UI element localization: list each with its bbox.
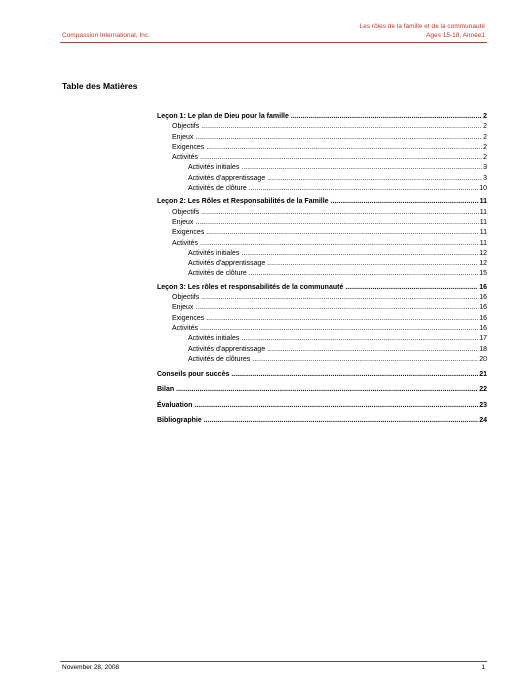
toc-entry[interactable] (157, 208, 487, 218)
toc-entry-page: 18 (479, 345, 487, 353)
toc-entry[interactable] (157, 283, 487, 293)
toc-entry-page: 15 (479, 270, 487, 278)
toc-entry[interactable] (157, 334, 487, 344)
toc-dot-leader (331, 197, 479, 207)
toc-dot-leader (206, 228, 478, 238)
toc-entry-label: Objectifs (172, 123, 200, 131)
toc-entry-label: Enjeux (172, 218, 194, 226)
header-document-title-block (360, 22, 485, 40)
toc-entry-page: 24 (479, 417, 487, 425)
toc-entry-page: 3 (483, 174, 487, 182)
toc-dot-leader (241, 334, 478, 344)
toc-entry-page: 16 (479, 314, 487, 322)
toc-entry-label: Activités de clôture (188, 270, 247, 278)
toc-dot-leader (194, 401, 478, 411)
toc-entry-page: 11 (479, 229, 487, 237)
toc-entry-label: Bilan (157, 386, 175, 394)
toc-entry-page: 12 (479, 260, 487, 268)
toc-dot-leader (267, 259, 478, 269)
toc-entry-page: 20 (479, 355, 487, 363)
toc-dot-leader (206, 314, 478, 324)
toc-entry[interactable] (157, 370, 487, 380)
toc-dot-leader (267, 174, 482, 184)
toc-entry-page: 11 (479, 198, 487, 206)
toc-entry-label: Exigences (172, 143, 205, 151)
toc-entry-page: 11 (479, 239, 487, 247)
toc-dot-leader (176, 385, 478, 395)
footer-page-number: 1 (481, 664, 485, 671)
toc-entry[interactable] (157, 401, 487, 411)
toc-entry[interactable] (157, 112, 487, 122)
toc-dot-leader (195, 218, 478, 228)
toc-entry-page: 16 (479, 283, 487, 291)
toc-entry[interactable] (157, 303, 487, 313)
toc-entry-page: 17 (479, 335, 487, 343)
toc-entry-page: 11 (479, 208, 487, 216)
toc-entry-label: Activités initiales (188, 249, 240, 257)
toc-dot-leader (201, 208, 478, 218)
toc-dot-leader (206, 143, 482, 153)
toc-dot-leader (267, 345, 478, 355)
toc-entry[interactable] (157, 133, 487, 143)
header-age-group: Ages 15-18, Année1 (426, 32, 485, 39)
toc-entry[interactable] (157, 218, 487, 228)
toc-entry-page: 11 (479, 218, 487, 226)
toc-entry-page: 2 (483, 133, 487, 141)
toc-entry-page: 22 (479, 386, 487, 394)
toc-entry-label: Activités (172, 154, 199, 162)
toc-entry-page: 3 (483, 164, 487, 172)
toc-dot-leader (200, 153, 482, 163)
toc-entry-label: Activités de clôtures (188, 355, 251, 363)
toc-entry-label: Leçon 2: Les Rôles et Responsabilités de la Famille (157, 198, 329, 206)
toc-entry[interactable] (157, 314, 487, 324)
toc-entry-label: Activités (172, 239, 199, 247)
toc-entry-label: Activités d'apprentissage (188, 260, 266, 268)
toc-entry-page: 16 (479, 304, 487, 312)
header-document-title: Les rôles de la famille et de la communauté (359, 23, 485, 30)
toc-dot-leader (201, 122, 482, 132)
toc-entry-label: Activités d'apprentissage (188, 174, 266, 182)
toc-entry-label: Évaluation (157, 401, 193, 409)
toc-dot-leader (200, 324, 478, 334)
toc-entry-label: Objectifs (172, 208, 200, 216)
toc-entry[interactable] (157, 174, 487, 184)
toc-entry[interactable] (157, 228, 487, 238)
toc-entry[interactable] (157, 259, 487, 269)
toc-entry[interactable] (157, 143, 487, 153)
toc-entry[interactable] (157, 163, 487, 173)
toc-entry-label: Conseils pour succès (157, 371, 230, 379)
toc-dot-leader (241, 249, 478, 259)
toc-entry-page: 16 (479, 324, 487, 332)
toc-entry-label: Activités d'apprentissage (188, 345, 266, 353)
toc-entry[interactable] (157, 197, 487, 207)
toc-entry-label: Activités initiales (188, 164, 240, 172)
toc-dot-leader (201, 293, 478, 303)
toc-dot-leader (195, 133, 482, 143)
toc-entry-label: Exigences (172, 314, 205, 322)
header-organization: Compassion International, Inc. (62, 32, 150, 39)
toc-entry-label: Enjeux (172, 304, 194, 312)
toc-entry-page: 2 (483, 123, 487, 131)
toc-entry[interactable] (157, 269, 487, 279)
toc-entry[interactable] (157, 184, 487, 194)
header-divider (60, 42, 487, 43)
toc-entry-label: Activités de clôture (188, 185, 247, 193)
toc-entry-page: 23 (479, 401, 487, 409)
toc-entry-page: 21 (479, 371, 487, 379)
toc-dot-leader (204, 416, 478, 426)
toc-entry[interactable] (157, 385, 487, 395)
toc-entry-label: Enjeux (172, 133, 194, 141)
toc-entry[interactable] (157, 293, 487, 303)
toc-entry-page: 2 (483, 143, 487, 151)
toc-entry[interactable] (157, 153, 487, 163)
toc-entry[interactable] (157, 345, 487, 355)
toc-entry[interactable] (157, 239, 487, 249)
toc-entry-page: 10 (479, 185, 487, 193)
toc-entry-page: 2 (483, 113, 487, 120)
toc-entry-page: 16 (479, 294, 487, 302)
toc-entry-page: 2 (483, 154, 487, 162)
footer-divider (60, 661, 487, 662)
toc-dot-leader (241, 163, 482, 173)
toc-entry-label: Bibliographie (157, 417, 202, 425)
toc-entry[interactable] (157, 324, 487, 334)
toc-dot-leader (345, 283, 478, 293)
toc-dot-leader (291, 112, 482, 122)
toc-entry[interactable] (157, 122, 487, 132)
toc-entry[interactable] (157, 355, 487, 365)
toc-dot-leader (231, 370, 478, 380)
toc-dot-leader (200, 239, 479, 249)
toc-dot-leader (249, 269, 478, 279)
toc-entry[interactable] (157, 249, 487, 259)
toc-entry-page: 12 (479, 249, 487, 257)
toc-entry-label: Leçon 1: Le plan de Dieu pour la famille (157, 113, 289, 120)
toc-dot-leader (252, 355, 478, 365)
footer-date: November 28, 2008 (62, 664, 120, 671)
toc-entry-label: Objectifs (172, 294, 200, 302)
table-of-contents (157, 112, 487, 426)
toc-entry-label: Leçon 3: Les rôles et responsabilités de la communauté (157, 283, 344, 291)
toc-dot-leader (195, 303, 478, 313)
toc-entry-label: Activités initiales (188, 335, 240, 343)
toc-dot-leader (249, 184, 478, 194)
toc-heading: Table des Matières (62, 81, 138, 91)
toc-entry-label: Activités (172, 324, 199, 332)
toc-entry[interactable] (157, 416, 487, 426)
toc-entry-label: Exigences (172, 229, 205, 237)
